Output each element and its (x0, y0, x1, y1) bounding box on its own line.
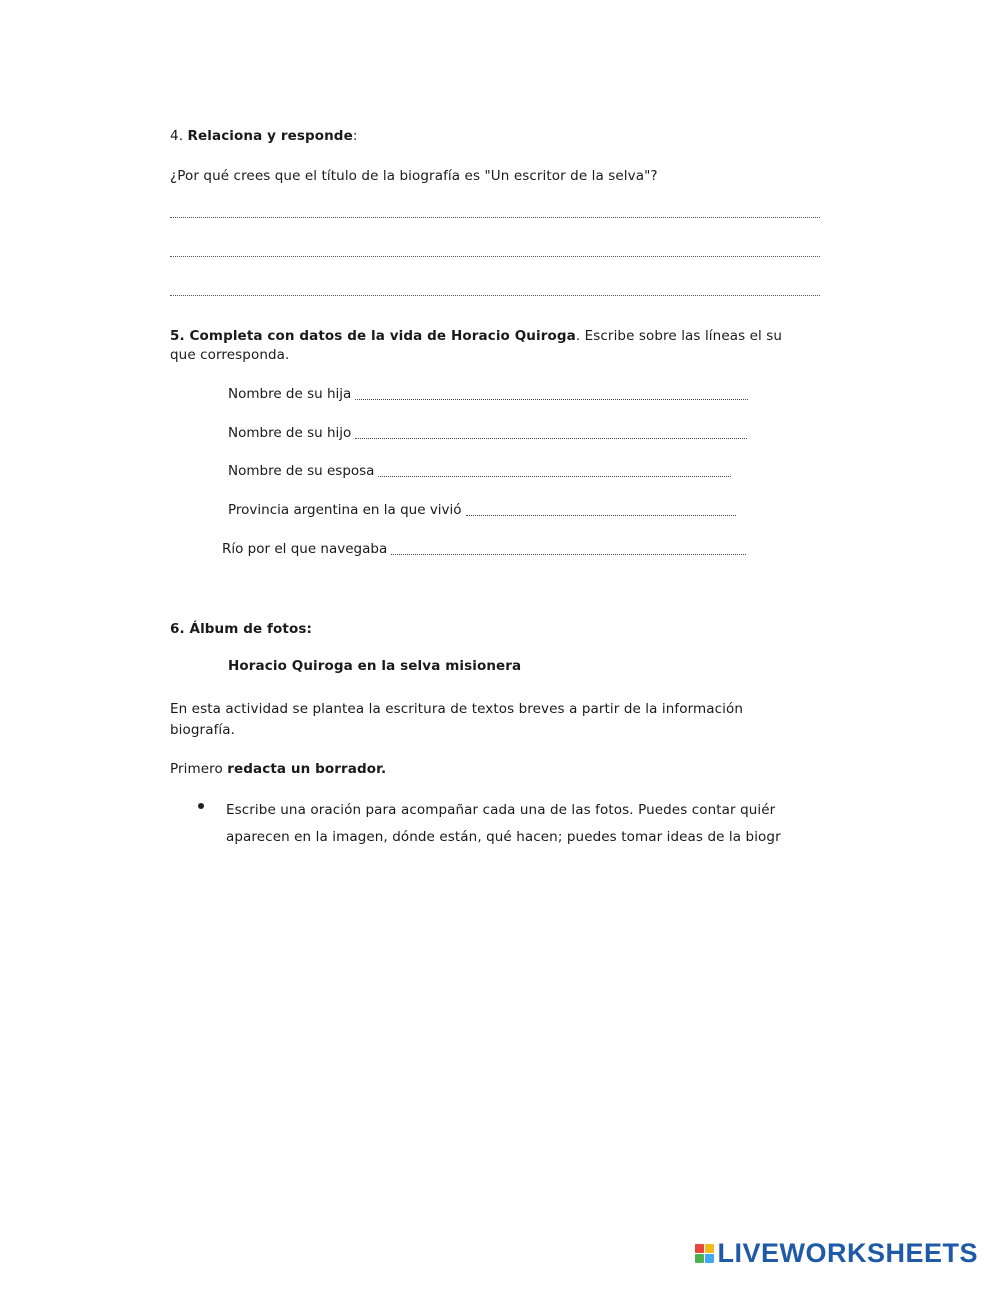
field-province (228, 504, 736, 518)
liveworksheets-logo (695, 1240, 978, 1267)
bullet-line1 (226, 799, 820, 817)
field-label: Nombre de su hija (228, 386, 352, 402)
section6-paragraph-line2: biografía. (170, 722, 236, 738)
field-label: Nombre de su hijo (228, 425, 352, 441)
field-son-name (228, 427, 747, 441)
bullet-icon (198, 803, 204, 809)
field-wife-name (228, 465, 731, 479)
paragraph-text: En esta actividad se plantea la escritura de textos breves a partir de la información (170, 701, 744, 716)
draft-bold: redacta un borrador. (227, 761, 387, 777)
field-label: Provincia argentina en la que vivió (228, 502, 462, 518)
field-label: Nombre de su esposa (228, 463, 375, 479)
bullet-text: Escribe una oración para acompañar cada una de las fotos. Puedes contar quiér (226, 802, 776, 817)
bullet-line2 (226, 826, 820, 844)
section5-intro-line2: que corresponda. (170, 347, 290, 363)
section5-intro-bold: 5. Completa con datos de la vida de Horacio Quiroga (170, 328, 576, 343)
section4-heading (170, 130, 358, 144)
answer-line-2[interactable] (170, 256, 820, 257)
section6-paragraph-line1 (170, 698, 820, 716)
fill-line-son[interactable] (355, 438, 747, 439)
field-river (222, 543, 746, 557)
section4-question: ¿Por qué crees que el título de la biografía es "Un escritor de la selva"? (170, 168, 658, 184)
bullet-text: aparecen en la imagen, dónde están, qué hacen; puedes tomar ideas de la biogr (226, 829, 781, 844)
draft-prefix: Primero (170, 761, 228, 777)
liveworksheets-logo-text: LIVEWORKSHEETS (717, 1238, 978, 1268)
fill-line-river[interactable] (391, 554, 746, 555)
liveworksheets-logo-icon (695, 1244, 714, 1263)
answer-line-3[interactable] (170, 295, 820, 296)
answer-line-1[interactable] (170, 217, 820, 218)
section5-intro (170, 325, 820, 343)
fill-line-daughter[interactable] (355, 399, 748, 400)
section4-number: 4. (170, 128, 184, 144)
field-daughter-name (228, 388, 748, 402)
section6-heading: 6. Álbum de fotos: (170, 621, 312, 637)
section4-colon: : (352, 128, 358, 144)
section5-intro-rest: . Escribe sobre las líneas el su (575, 328, 783, 343)
draft-instruction (170, 763, 386, 777)
section4-title: Relaciona y responde (187, 128, 353, 144)
section6-subheading: Horacio Quiroga en la selva misionera (228, 658, 522, 674)
fill-line-province[interactable] (466, 515, 736, 516)
field-label: Río por el que navegaba (222, 541, 388, 557)
fill-line-wife[interactable] (378, 476, 731, 477)
